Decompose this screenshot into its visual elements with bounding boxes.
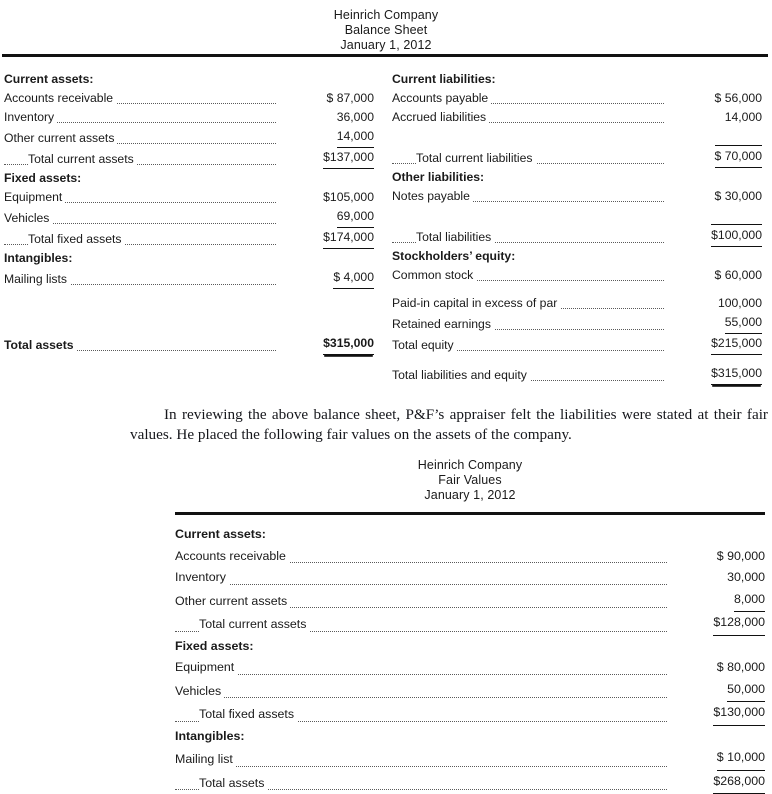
row-label: Inventory xyxy=(175,567,667,589)
row-label: Equipment xyxy=(4,188,276,207)
row-amount: 8,000 xyxy=(667,589,765,613)
balance-sheet-title-line-2: Balance Sheet xyxy=(0,23,772,38)
narrative-paragraph xyxy=(130,405,768,445)
section-heading: Current liabilities: xyxy=(392,70,664,89)
section-heading-amount xyxy=(667,726,765,748)
narrative-paragraph-text: In reviewing the above balance sheet, P&F’s appraiser felt the liabilities were stated at their fair values. He placed the following fair values on the assets of the company. xyxy=(130,406,768,443)
balance-sheet-assets-column xyxy=(4,70,374,355)
total-label: Total equity xyxy=(392,334,664,355)
row-amount: 30,000 xyxy=(667,567,765,589)
table-row xyxy=(4,169,374,188)
row-amount: 36,000 xyxy=(276,108,374,127)
table-row xyxy=(175,524,765,546)
row-amount: $ 90,000 xyxy=(667,546,765,568)
row-amount: $ 80,000 xyxy=(667,657,765,679)
total-amount: $100,000 xyxy=(664,224,762,247)
spacer-row xyxy=(4,289,374,298)
row-label: Inventory xyxy=(4,108,276,127)
table-row xyxy=(4,108,374,127)
row-label: Notes payable xyxy=(392,187,664,206)
section-heading-amount xyxy=(276,169,374,188)
spacer-row xyxy=(392,285,762,294)
table-row-grand-total xyxy=(175,771,765,794)
row-amount: $ 10,000 xyxy=(667,747,765,771)
row-amount: $ 60,000 xyxy=(664,266,762,285)
total-amount: $174,000 xyxy=(276,228,374,249)
fair-values-title-line-1: Heinrich Company xyxy=(175,458,765,473)
grand-total-label: Total liabilities and equity xyxy=(392,364,664,385)
row-label: Paid-in capital in excess of par xyxy=(392,294,664,313)
fair-values-title-line-3: January 1, 2012 xyxy=(175,488,765,503)
row-label: Vehicles xyxy=(4,207,276,228)
balance-sheet-title-block xyxy=(0,8,772,53)
balance-sheet-title-line-3: January 1, 2012 xyxy=(0,38,772,53)
table-row xyxy=(392,89,762,108)
spacer-row xyxy=(4,316,374,325)
table-row-total xyxy=(392,224,762,247)
spacer-row xyxy=(392,355,762,364)
balance-sheet-title-line-1: Heinrich Company xyxy=(0,8,772,23)
fair-values-header-rule xyxy=(175,512,765,515)
row-amount: 69,000 xyxy=(276,207,374,228)
spacer-row xyxy=(4,325,374,334)
row-label: Equipment xyxy=(175,657,667,679)
section-heading-amount xyxy=(667,636,765,658)
total-label: Total current assets xyxy=(175,612,667,636)
table-row-grand-total xyxy=(4,334,374,355)
table-row xyxy=(175,589,765,613)
total-amount: $130,000 xyxy=(667,702,765,726)
table-row xyxy=(4,188,374,207)
grand-total-amount: $315,000 xyxy=(276,334,374,355)
table-row xyxy=(392,247,762,266)
fair-values-table xyxy=(175,524,765,794)
table-row xyxy=(392,294,762,313)
section-heading-amount xyxy=(664,168,762,187)
table-row xyxy=(175,726,765,748)
row-label: Mailing lists xyxy=(4,268,276,289)
table-row xyxy=(392,313,762,334)
row-label: Accounts receivable xyxy=(175,546,667,568)
table-row xyxy=(4,70,374,89)
section-heading-amount xyxy=(276,249,374,268)
total-amount: $128,000 xyxy=(667,612,765,636)
table-row xyxy=(4,89,374,108)
table-row-total xyxy=(4,228,374,249)
row-label: Other current assets xyxy=(4,127,276,148)
row-amount: $ 87,000 xyxy=(276,89,374,108)
table-row-total xyxy=(175,702,765,726)
total-amount: $215,000 xyxy=(664,334,762,355)
total-label: Total fixed assets xyxy=(4,228,276,249)
table-row-total xyxy=(4,148,374,169)
row-amount: $105,000 xyxy=(276,188,374,207)
row-amount: $ 56,000 xyxy=(664,89,762,108)
spacer-row xyxy=(392,127,762,136)
table-row xyxy=(392,168,762,187)
table-row xyxy=(175,636,765,658)
table-row xyxy=(392,266,762,285)
spacer-row xyxy=(4,298,374,307)
table-row xyxy=(4,249,374,268)
table-row xyxy=(4,127,374,148)
table-row xyxy=(175,567,765,589)
section-heading: Fixed assets: xyxy=(175,636,667,658)
balance-sheet-liabilities-equity-column xyxy=(392,70,762,385)
section-heading-amount xyxy=(664,247,762,266)
table-row xyxy=(175,546,765,568)
table-row-total xyxy=(392,334,762,355)
table-row xyxy=(392,108,762,127)
row-amount: $ 30,000 xyxy=(664,187,762,206)
balance-sheet-header-rule xyxy=(2,54,768,57)
table-row xyxy=(175,747,765,771)
row-amount: 14,000 xyxy=(276,127,374,148)
section-heading: Intangibles: xyxy=(4,249,276,268)
table-row xyxy=(4,207,374,228)
grand-total-amount: $268,000 xyxy=(667,771,765,794)
fair-values-title-block xyxy=(175,458,765,503)
grand-total-amount: $315,000 xyxy=(664,364,762,385)
section-heading: Fixed assets: xyxy=(4,169,276,188)
table-row xyxy=(392,70,762,89)
row-amount: 14,000 xyxy=(664,108,762,127)
table-row xyxy=(4,268,374,289)
row-amount: 55,000 xyxy=(664,313,762,334)
spacer-row xyxy=(392,136,762,145)
section-heading-amount xyxy=(667,524,765,546)
total-amount: $137,000 xyxy=(276,148,374,169)
fair-values-title-line-2: Fair Values xyxy=(175,473,765,488)
total-label: Total fixed assets xyxy=(175,702,667,726)
row-amount: 100,000 xyxy=(664,294,762,313)
row-amount: 50,000 xyxy=(667,679,765,703)
row-label: Accrued liabilities xyxy=(392,108,664,127)
total-label: Total current assets xyxy=(4,148,276,169)
fair-values-column xyxy=(175,524,765,794)
section-heading: Stockholders’ equity: xyxy=(392,247,664,266)
row-label: Mailing list xyxy=(175,747,667,771)
table-row-grand-total xyxy=(392,364,762,385)
liabilities-equity-table xyxy=(392,70,762,385)
row-label: Common stock xyxy=(392,266,664,285)
total-label: Total liabilities xyxy=(392,224,664,247)
row-label: Other current assets xyxy=(175,589,667,613)
row-amount: $ 4,000 xyxy=(276,268,374,289)
section-heading-amount xyxy=(664,70,762,89)
spacer-row xyxy=(392,215,762,224)
section-heading: Other liabilities: xyxy=(392,168,664,187)
section-heading: Current assets: xyxy=(4,70,276,89)
section-heading-amount xyxy=(276,70,374,89)
table-row xyxy=(175,657,765,679)
assets-table xyxy=(4,70,374,355)
table-row xyxy=(392,187,762,206)
table-row-total xyxy=(175,612,765,636)
row-label: Accounts receivable xyxy=(4,89,276,108)
table-row-total xyxy=(392,145,762,168)
row-label: Accounts payable xyxy=(392,89,664,108)
table-row xyxy=(175,679,765,703)
section-heading: Current assets: xyxy=(175,524,667,546)
total-amount: $ 70,000 xyxy=(664,145,762,168)
spacer-row xyxy=(4,307,374,316)
total-label: Total current liabilities xyxy=(392,145,664,168)
spacer-row xyxy=(392,206,762,215)
row-label: Retained earnings xyxy=(392,313,664,334)
grand-total-label: Total assets xyxy=(4,334,276,355)
row-label: Vehicles xyxy=(175,679,667,703)
section-heading: Intangibles: xyxy=(175,726,667,748)
grand-total-label: Total assets xyxy=(175,771,667,794)
